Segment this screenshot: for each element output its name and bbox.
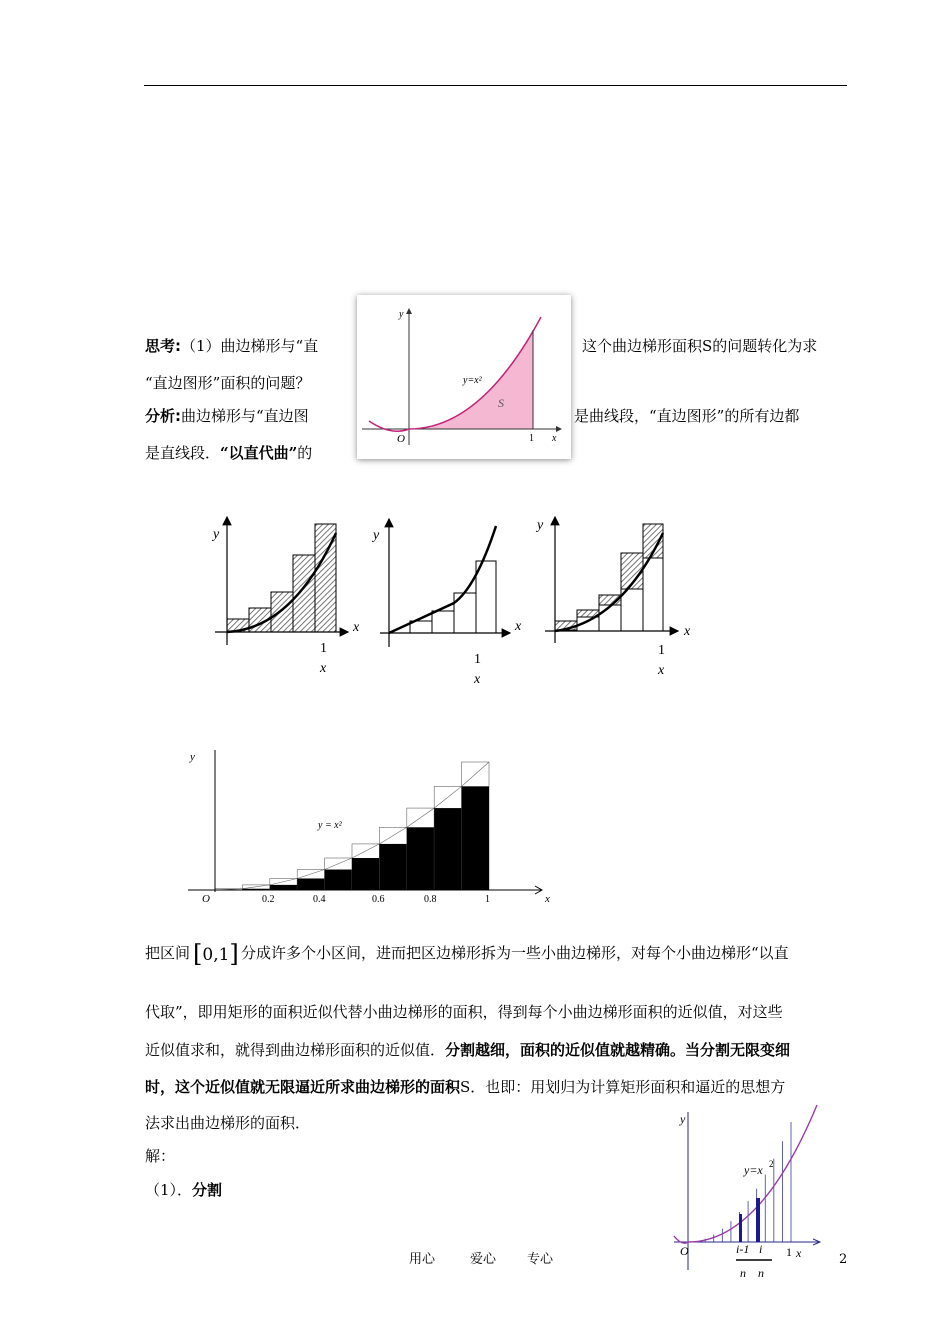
parabola	[369, 421, 409, 431]
line-rest: 的	[297, 444, 313, 462]
footer-item-3: 专心	[527, 1252, 554, 1267]
think-text-right: 这个曲边梯形面积S的问题转化为求	[582, 337, 818, 355]
i-num: i	[759, 1242, 763, 1256]
lower-bar	[352, 858, 379, 890]
origin-label: O	[397, 433, 405, 445]
step-partition	[145, 1180, 222, 1200]
analysis-label: 分析:	[145, 407, 181, 425]
para-limit	[145, 1077, 785, 1097]
para-question: “直边图形”面积的问题？	[145, 374, 311, 392]
step-title: 分割	[192, 1181, 223, 1199]
footer-item-2: 爱心	[470, 1252, 497, 1267]
lower-bar	[434, 808, 461, 890]
panel-tick-x: x	[658, 663, 665, 678]
y-label: y	[399, 309, 404, 320]
popup-figure	[357, 295, 571, 459]
curve-exp: 2	[769, 1159, 774, 1169]
line-bold: “以直代曲”	[220, 444, 298, 462]
panel-tick-x: x	[320, 661, 327, 676]
tick-2: 0.6	[372, 894, 385, 905]
i-den: n	[758, 1266, 764, 1280]
panel-tick: 1	[320, 641, 327, 656]
limit-rest: S．也即：用划归为计算矩形面积和逼近的思想方	[460, 1078, 786, 1096]
i1-den: n	[740, 1266, 746, 1280]
panel-y-label: y	[213, 527, 220, 542]
tick-0: 0.2	[262, 894, 275, 905]
y-label: y	[680, 1112, 686, 1126]
interval-text: 0,1	[202, 945, 230, 965]
bar-group	[215, 762, 489, 890]
tick-4: 1	[485, 894, 490, 905]
para-approx: 代取”，即用矩形的面积近似代替小曲边梯形的面积，得到每个小曲边梯形面积的近似值，对这些	[145, 1003, 783, 1021]
think-label: 思考:	[145, 337, 181, 355]
panel-x-label: x	[353, 620, 360, 635]
origin-label: O	[680, 1244, 689, 1258]
lower-bar	[270, 885, 297, 890]
page-number: 2	[839, 1252, 848, 1267]
para-line	[145, 443, 312, 463]
para-partition-b: 分成许多个小区间，进而把区边梯形拆为一些小曲边梯形，对每个小曲边梯形“以直	[241, 944, 789, 962]
lower-bar	[379, 844, 406, 890]
line-text: 是直线段．	[145, 444, 221, 462]
highlight-bar-prev	[739, 1214, 742, 1242]
tick-3: 0.8	[424, 894, 437, 905]
x-label: x	[552, 433, 557, 444]
lower-bar	[325, 870, 352, 890]
partition-figure	[670, 1100, 830, 1290]
para-think	[145, 336, 318, 356]
step-number: （1）．	[145, 1181, 193, 1199]
panel-tick: 1	[474, 652, 481, 667]
header-rule	[144, 85, 847, 86]
analysis-text-right: 是曲线段，“直边图形”的所有边都	[574, 407, 800, 425]
panel-y-label: y	[373, 528, 380, 543]
lower-bar	[297, 878, 324, 890]
sum-text: 近似值求和，就得到曲边梯形面积的近似值．	[145, 1041, 446, 1059]
para-partition-a: 把区间	[145, 944, 191, 962]
x-label: x	[545, 893, 550, 905]
tick-1: 0.4	[313, 894, 326, 905]
para-method: 法求出曲边梯形的面积．	[145, 1114, 311, 1132]
panel-x-label: x	[684, 624, 691, 639]
area-figure-svg	[357, 295, 571, 459]
para-analysis	[145, 406, 309, 426]
highlight-bar	[756, 1198, 760, 1242]
solution-label: 解：	[145, 1147, 176, 1165]
limit-bold: 时，这个近似值就无限逼近所求曲边梯形的面积	[145, 1078, 461, 1096]
lower-bar	[407, 827, 434, 890]
area-label: S	[498, 396, 504, 410]
one-label: 1	[786, 1245, 792, 1259]
y-label: y	[190, 751, 195, 763]
panel-x-label: x	[515, 619, 522, 634]
panel-tick-x: x	[474, 672, 481, 687]
bar-sum-figure	[180, 742, 560, 912]
origin-label: O	[202, 893, 210, 905]
lower-bar	[462, 786, 489, 890]
panel-tick: 1	[658, 643, 665, 658]
interval-notation: [0,1]	[193, 940, 239, 968]
para-sum	[145, 1040, 790, 1060]
x-label: x	[796, 1246, 802, 1260]
curve-label: y=x	[744, 1163, 763, 1177]
think-text-left: （1）曲边梯形与“直	[181, 337, 319, 355]
curve-label: y=x²	[463, 375, 482, 386]
panel-upper	[211, 517, 360, 676]
three-panel-figure	[200, 505, 710, 695]
curve-label: y = x²	[318, 820, 342, 831]
one-label: 1	[529, 433, 534, 444]
analysis-text-left: 曲边梯形与“直边图	[181, 407, 309, 425]
panel-y-label: y	[537, 518, 544, 533]
i1-num: i-1	[736, 1242, 750, 1256]
sum-bold: 分割越细，面积的近似值就越精确。当分割无限变细	[445, 1041, 791, 1059]
panel-lower	[371, 519, 522, 687]
footer-item-1: 用心	[409, 1252, 436, 1267]
panel-mixed	[535, 517, 691, 678]
